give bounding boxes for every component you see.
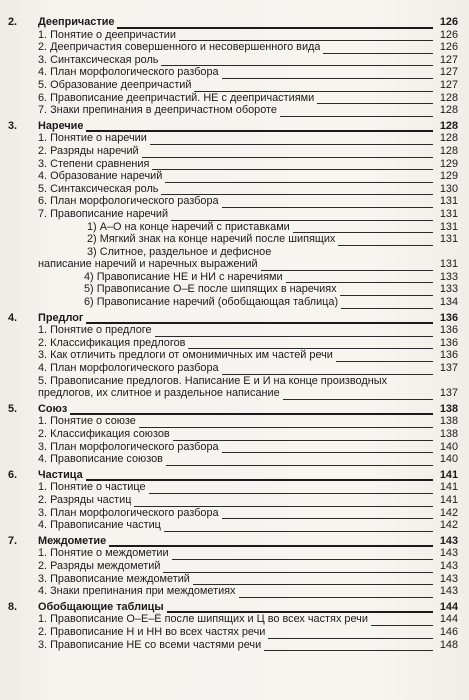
toc-page-number: 128	[439, 132, 458, 145]
toc-entry-title: 4. План морфологического разбора	[38, 362, 219, 375]
toc-entry-row	[8, 441, 458, 454]
toc-entry-title: 3. Синтаксическая роль	[38, 53, 159, 66]
toc-chapter-number: 5.	[8, 402, 18, 415]
toc-entry-title: 3. Как отличить предлоги от омонимичных им частей речи	[38, 349, 333, 362]
toc-page-number: 142	[439, 519, 458, 532]
toc-entry-title: 6. План морфологического разбора	[38, 195, 219, 208]
toc-leader-line	[193, 575, 433, 585]
toc-page-number: 143	[439, 547, 458, 560]
toc-chapter-title: Деепричастие	[38, 16, 115, 28]
toc-page-number: 131	[439, 220, 458, 233]
toc-page-number: 134	[439, 296, 458, 309]
toc-entry-row	[8, 375, 458, 388]
toc-leader-line	[139, 418, 433, 428]
toc-leader-line	[70, 404, 433, 415]
toc-entry-row	[8, 613, 458, 626]
toc-leader-line	[336, 352, 433, 362]
toc-leader-line	[86, 121, 433, 132]
toc-page-number: 133	[439, 283, 458, 296]
toc-chapter-row	[8, 535, 458, 548]
toc-leader-line	[149, 484, 433, 494]
toc-page-number: 128	[439, 144, 458, 157]
toc-leader-line	[155, 327, 433, 337]
toc-page-number: 136	[439, 311, 458, 324]
toc-entry-row	[8, 54, 458, 67]
toc-leader-line	[222, 443, 433, 453]
toc-chapter-number: 7.	[8, 534, 18, 547]
toc-entry-title: 1. Понятие о предлоге	[38, 324, 152, 337]
toc-entry-title: 3. Степени сравнения	[38, 157, 150, 170]
toc-entry-title: 2. Разряды наречий	[38, 144, 139, 157]
toc-entry-row	[8, 453, 458, 466]
toc-page-number: 129	[439, 157, 458, 170]
toc-entry-row	[8, 79, 458, 92]
toc-entry-title: 1) А–О на конце наречий с приставками	[87, 220, 290, 233]
toc-entry-row	[8, 41, 458, 54]
toc-leader-line	[188, 339, 433, 349]
toc-page-number: 130	[439, 182, 458, 195]
toc-chapter-row	[8, 469, 458, 482]
toc-leader-line	[161, 56, 433, 66]
toc-page-number: 143	[439, 572, 458, 585]
toc-page-number: 144	[439, 613, 458, 626]
toc-leader-line	[286, 273, 433, 283]
toc-page-number: 127	[439, 53, 458, 66]
toc-leader-line	[323, 44, 433, 54]
toc-entry-row	[8, 387, 458, 400]
toc-entry-title: 1. Понятие о деепричастии	[38, 28, 176, 41]
toc-leader-line	[390, 378, 433, 387]
toc-leader-line	[274, 249, 433, 258]
toc-page-number: 128	[439, 104, 458, 117]
table-of-contents	[8, 16, 458, 651]
toc-page-number: 141	[439, 468, 458, 481]
toc-page-number: 136	[439, 324, 458, 337]
toc-entry-title: 4. Правописание союзов	[38, 453, 163, 466]
toc-leader-line	[239, 588, 434, 598]
toc-leader-line	[222, 365, 433, 375]
toc-entry-row	[8, 415, 458, 428]
toc-entry-row	[8, 560, 458, 573]
toc-entry-title: написание наречий и наречных выражений	[38, 258, 258, 271]
toc-entry-row	[8, 639, 458, 652]
toc-page-number: 148	[439, 638, 458, 651]
toc-chapter-row	[8, 601, 458, 614]
toc-entry-row	[8, 246, 458, 259]
toc-page-number: 136	[439, 336, 458, 349]
toc-entry-title: 2. Разряды частиц	[38, 493, 132, 506]
toc-entry-title: 4. Образование наречий	[38, 170, 163, 183]
toc-chapter-row	[8, 403, 458, 416]
toc-entry-title: 4. Правописание частиц	[38, 519, 161, 532]
toc-leader-line	[371, 616, 433, 626]
toc-page-number: 140	[439, 440, 458, 453]
toc-entry-title: 2. Правописание Н и НН во всех частях речи	[38, 625, 266, 638]
toc-page-number: 138	[439, 402, 458, 415]
toc-leader-line	[179, 31, 433, 41]
toc-leader-line	[142, 148, 433, 158]
toc-leader-line	[317, 94, 433, 104]
toc-page-number: 138	[439, 415, 458, 428]
toc-leader-line	[341, 299, 433, 309]
toc-leader-line	[340, 286, 433, 296]
toc-entry-row	[8, 221, 458, 234]
toc-leader-line	[222, 69, 433, 79]
toc-entry-row	[8, 170, 458, 183]
toc-entry-row	[8, 324, 458, 337]
toc-entry-row	[8, 92, 458, 105]
toc-entry-title: 2. Классификация предлогов	[38, 336, 186, 349]
toc-chapter-number: 3.	[8, 119, 18, 132]
toc-page-number: 136	[439, 349, 458, 362]
toc-chapter-row	[8, 120, 458, 133]
toc-leader-line	[161, 185, 433, 195]
toc-leader-line	[117, 18, 433, 29]
toc-chapter-title: Частица	[38, 468, 83, 481]
toc-entry-title: 5) Правописание О–Е после шипящих в наречиях	[84, 283, 337, 296]
toc-page-number: 128	[439, 91, 458, 104]
toc-page-number: 137	[439, 387, 458, 400]
toc-entry-row	[8, 283, 458, 296]
toc-entry-title: 2. Разряды междометий	[38, 559, 161, 572]
toc-page-number: 127	[439, 78, 458, 91]
toc-leader-line	[280, 107, 433, 117]
toc-entry-row	[8, 547, 458, 560]
toc-page-number: 126	[439, 28, 458, 41]
toc-leader-line	[166, 456, 433, 466]
toc-page-number: 143	[439, 534, 458, 547]
toc-leader-line	[163, 563, 433, 573]
toc-leader-line	[150, 135, 433, 145]
toc-page-number: 141	[439, 481, 458, 494]
toc-chapter-title: Предлог	[38, 311, 84, 324]
toc-page-number: 143	[439, 585, 458, 598]
toc-entry-row	[8, 573, 458, 586]
toc-entry-title: 3. Правописание НЕ со всеми частями речи	[38, 638, 262, 651]
toc-entry-row	[8, 208, 458, 221]
toc-page-number: 143	[439, 559, 458, 572]
toc-entry-row	[8, 145, 458, 158]
toc-entry-row	[8, 362, 458, 375]
toc-page-number: 142	[439, 506, 458, 519]
toc-page-number: 127	[439, 66, 458, 79]
toc-chapter-title: Союз	[38, 402, 68, 415]
toc-entry-title: 7. Знаки препинания в деепричастном обороте	[38, 104, 277, 117]
toc-leader-line	[261, 261, 433, 271]
toc-leader-line	[172, 550, 433, 560]
toc-entry-row	[8, 428, 458, 441]
toc-page-number: 126	[439, 41, 458, 54]
toc-entry-title: 1. Правописание О–Е–Ё после шипящих и Ц во всех частях речи	[38, 613, 368, 626]
toc-page-number: 141	[439, 493, 458, 506]
toc-page-number: 144	[439, 600, 458, 613]
toc-chapter-title: Междометие	[38, 534, 107, 547]
toc-entry-row	[8, 626, 458, 639]
toc-page-number: 131	[439, 207, 458, 220]
toc-entry-row	[8, 158, 458, 171]
toc-entry-title: 1. Понятие о междометии	[38, 547, 169, 560]
toc-leader-line	[164, 522, 433, 532]
toc-leader-line	[152, 160, 433, 170]
toc-leader-line	[264, 641, 433, 651]
toc-page-number: 128	[439, 119, 458, 132]
toc-leader-line	[293, 223, 433, 233]
toc-entry-row	[8, 507, 458, 520]
toc-entry-title: 7. Правописание наречий	[38, 207, 169, 220]
toc-entry-row	[8, 258, 458, 271]
toc-entry-row	[8, 29, 458, 42]
toc-leader-line	[86, 313, 433, 324]
toc-chapter-row	[8, 312, 458, 325]
toc-entry-title: 3) Слитное, раздельное и дефисное	[87, 245, 272, 258]
toc-leader-line	[222, 198, 433, 208]
toc-entry-title: 1. Понятие о частице	[38, 481, 146, 494]
toc-page-number: 131	[439, 195, 458, 208]
toc-chapter-number: 6.	[8, 468, 18, 481]
toc-entry-row	[8, 296, 458, 309]
toc-entry-title: 2. Классификация союзов	[38, 428, 170, 440]
toc-leader-line	[109, 536, 433, 547]
toc-leader-line	[194, 82, 433, 92]
toc-entry-title: 6) Правописание наречий (обобщающая таблица)	[84, 296, 339, 309]
toc-entry-title: 5. Правописание предлогов. Написание Е и И на конце производных	[38, 374, 388, 387]
toc-page-number: 131	[439, 233, 458, 246]
toc-leader-line	[171, 211, 433, 221]
toc-page-number: 138	[439, 428, 458, 440]
toc-entry-title: 3. План морфологического разбора	[38, 506, 219, 519]
toc-entry-row	[8, 271, 458, 284]
toc-entry-row	[8, 66, 458, 79]
toc-leader-line	[167, 602, 433, 613]
toc-entry-row	[8, 519, 458, 532]
toc-entry-title: 5. Образование деепричастий	[38, 78, 192, 91]
toc-leader-line	[338, 236, 433, 246]
toc-page-number: 126	[439, 16, 458, 28]
toc-page-number: 133	[439, 270, 458, 283]
toc-entry-title: 2) Мягкий знак на конце наречий после шипящих	[87, 233, 336, 246]
toc-entry-row	[8, 233, 458, 246]
toc-page-number: 131	[439, 258, 458, 271]
toc-leader-line	[165, 173, 433, 183]
toc-entry-row	[8, 337, 458, 350]
toc-chapter-number: 4.	[8, 311, 18, 324]
toc-page-number: 140	[439, 453, 458, 466]
toc-entry-title: 1. Понятие о наречии	[38, 132, 147, 145]
toc-entry-row	[8, 104, 458, 117]
toc-entry-row	[8, 481, 458, 494]
toc-entry-row	[8, 585, 458, 598]
toc-entry-title: 4) Правописание НЕ и НИ с наречиями	[84, 270, 283, 283]
toc-page-number: 129	[439, 170, 458, 183]
toc-chapter-number: 8.	[8, 600, 18, 613]
toc-entry-title: 6. Правописание деепричастий. НЕ с деепричастиями	[38, 91, 315, 104]
toc-page-number: 146	[439, 625, 458, 638]
toc-entry-title: 5. Синтаксическая роль	[38, 182, 159, 195]
toc-leader-line	[173, 431, 433, 441]
toc-entry-title: 3. План морфологического разбора	[38, 440, 219, 453]
toc-entry-row	[8, 183, 458, 196]
toc-leader-line	[134, 497, 433, 507]
toc-entry-title: 4. Знаки препинания при междометиях	[38, 585, 236, 598]
toc-leader-line	[283, 390, 433, 400]
toc-chapter-title: Наречие	[38, 119, 84, 132]
toc-chapter-row	[8, 16, 458, 29]
toc-page-number: 137	[439, 362, 458, 375]
toc-chapter-number: 2.	[8, 16, 18, 28]
toc-leader-line	[222, 509, 433, 519]
toc-entry-title: 2. Деепричастия совершенного и несовершенного вида	[38, 41, 321, 54]
toc-leader-line	[86, 470, 433, 481]
toc-entry-title: предлогов, их слитное и раздельное написание	[38, 387, 280, 400]
toc-entry-title: 3. Правописание междометий	[38, 572, 190, 585]
toc-entry-row	[8, 494, 458, 507]
toc-chapter-title: Обобщающие таблицы	[38, 600, 164, 613]
toc-entry-row	[8, 349, 458, 362]
toc-entry-title: 1. Понятие о союзе	[38, 415, 136, 428]
toc-entry-title: 4. План морфологического разбора	[38, 66, 219, 79]
toc-entry-row	[8, 195, 458, 208]
toc-entry-row	[8, 132, 458, 145]
toc-leader-line	[268, 629, 433, 639]
